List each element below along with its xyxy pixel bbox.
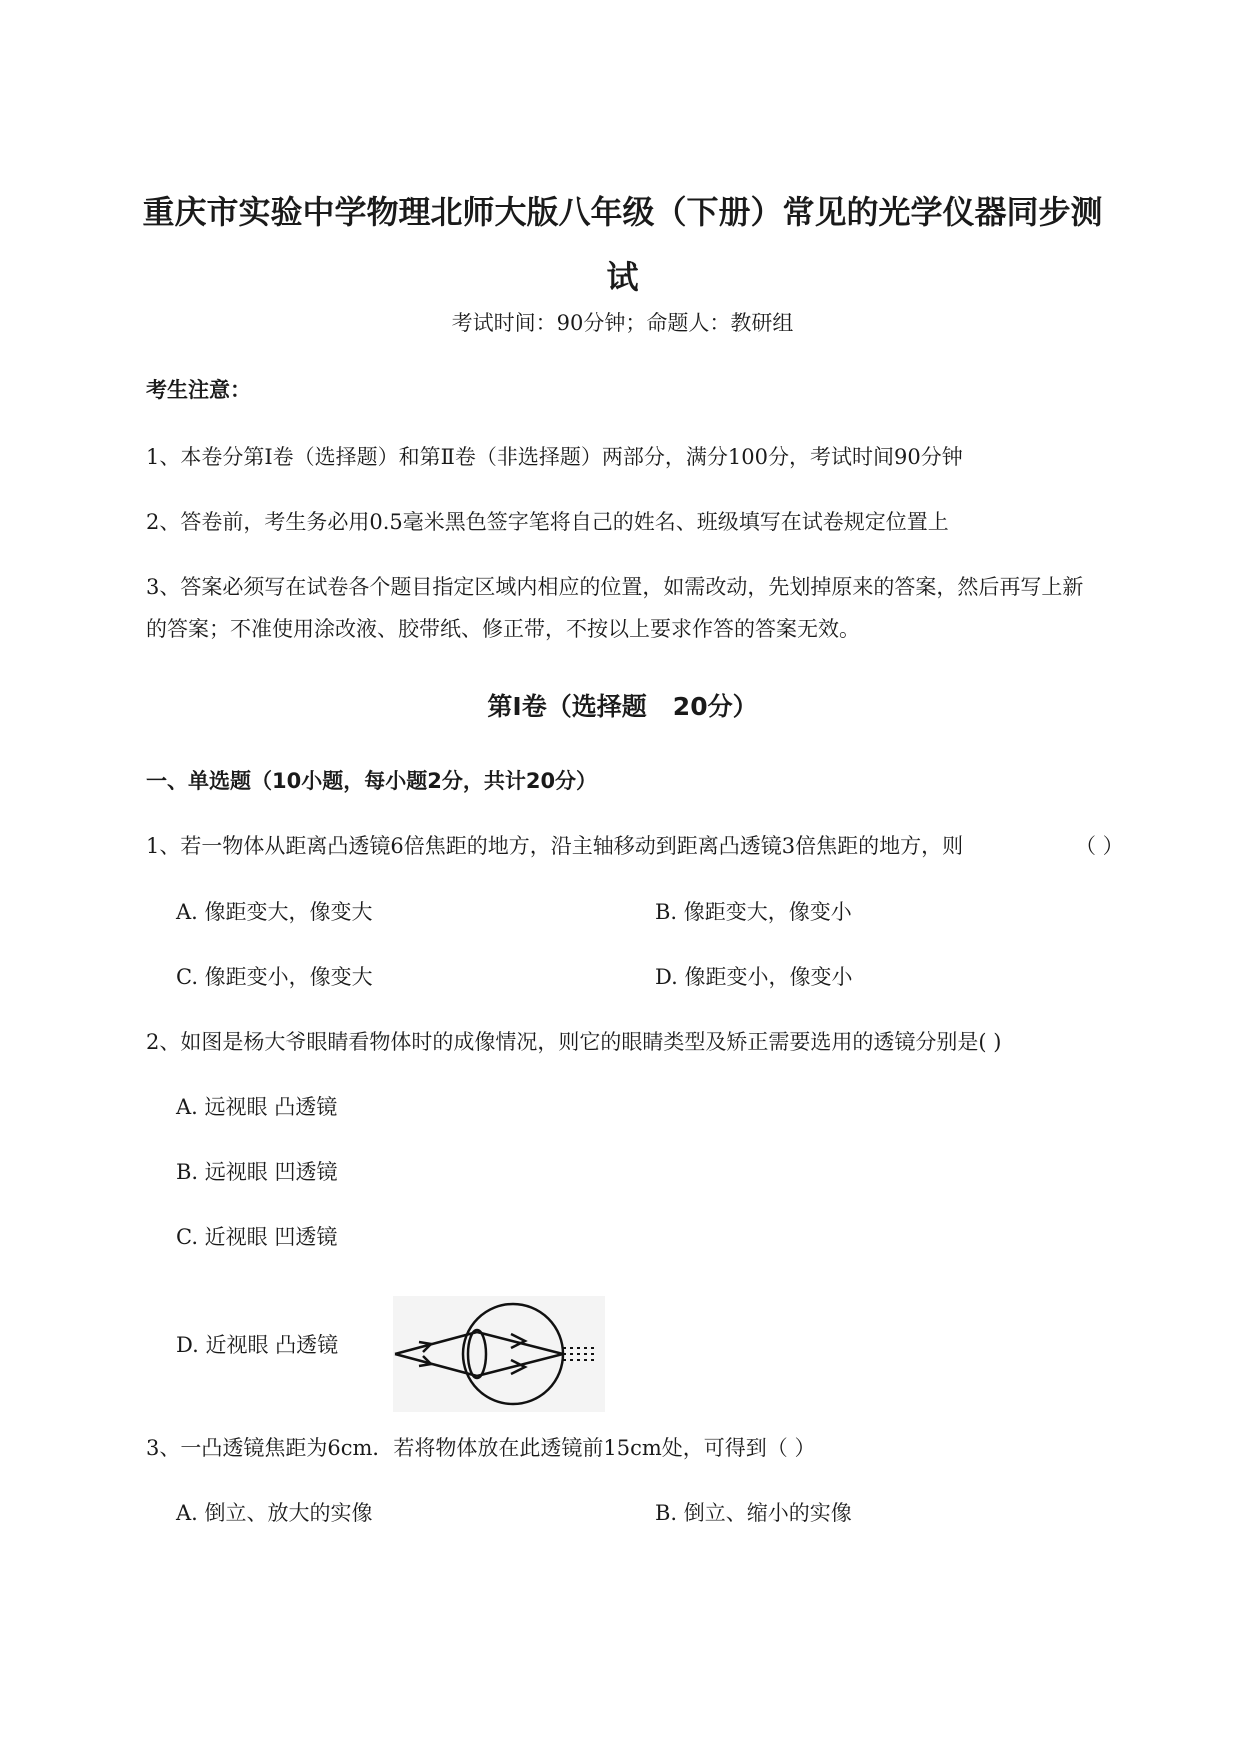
question-1-option-a[interactable]: A. 像距变大，像变大 [176, 900, 373, 924]
eye-diagram-figure [393, 1296, 605, 1412]
notice-heading: 考生注意： [146, 378, 251, 402]
question-1-option-d[interactable]: D. 像距变小，像变小 [655, 965, 853, 989]
part-heading: 一、单选题（10小题，每小题2分，共计20分） [146, 769, 598, 793]
question-2-option-c[interactable]: C. 近视眼 凹透镜 [176, 1225, 338, 1249]
exam-title-line2: 试 [606, 258, 639, 296]
notice-item-1: 1、本卷分第Ⅰ卷（选择题）和第Ⅱ卷（非选择题）两部分，满分100分，考试时间90分钟 [146, 445, 963, 469]
exam-title-line1: 重庆市实验中学物理北师大版八年级（下册）常见的光学仪器同步测 [142, 193, 1103, 231]
exam-subtitle: 考试时间：90分钟；命题人：教研组 [451, 311, 794, 335]
question-3-stem: 3、一凸透镜焦距为6cm．若将物体放在此透镜前15cm处，可得到（ ） [146, 1436, 816, 1460]
section-title: 第Ⅰ卷（选择题 20分） [487, 692, 758, 721]
eye-imaging-diagram [393, 1296, 605, 1412]
notice-item-2: 2、答卷前，考生务必用0.5毫米黑色签字笔将自己的姓名、班级填写在试卷规定位置上 [146, 510, 949, 534]
question-1-option-b[interactable]: B. 像距变大，像变小 [655, 900, 852, 924]
question-2-stem: 2、如图是杨大爷眼睛看物体时的成像情况，则它的眼睛类型及矫正需要选用的透镜分别是( ) [146, 1030, 1002, 1054]
question-3-option-b[interactable]: B. 倒立、缩小的实像 [655, 1501, 852, 1525]
question-1-answer-paren: （ ） [1075, 834, 1124, 858]
question-3-option-a[interactable]: A. 倒立、放大的实像 [176, 1501, 373, 1525]
question-1-stem: 1、若一物体从距离凸透镜6倍焦距的地方，沿主轴移动到距离凸透镜3倍焦距的地方，则 [146, 834, 964, 858]
notice-item-3: 3、答案必须写在试卷各个题目指定区域内相应的位置，如需改动，先划掉原来的答案，然后再写上新 [146, 575, 1084, 599]
question-2-option-a[interactable]: A. 远视眼 凸透镜 [176, 1095, 338, 1119]
question-1-option-c[interactable]: C. 像距变小，像变大 [176, 965, 373, 989]
notice-item-3-cont: 的答案；不准使用涂改液、胶带纸、修正带，不按以上要求作答的答案无效。 [146, 617, 860, 641]
question-2-option-b[interactable]: B. 远视眼 凹透镜 [176, 1160, 338, 1184]
question-2-option-d[interactable]: D. 近视眼 凸透镜 [176, 1333, 339, 1357]
